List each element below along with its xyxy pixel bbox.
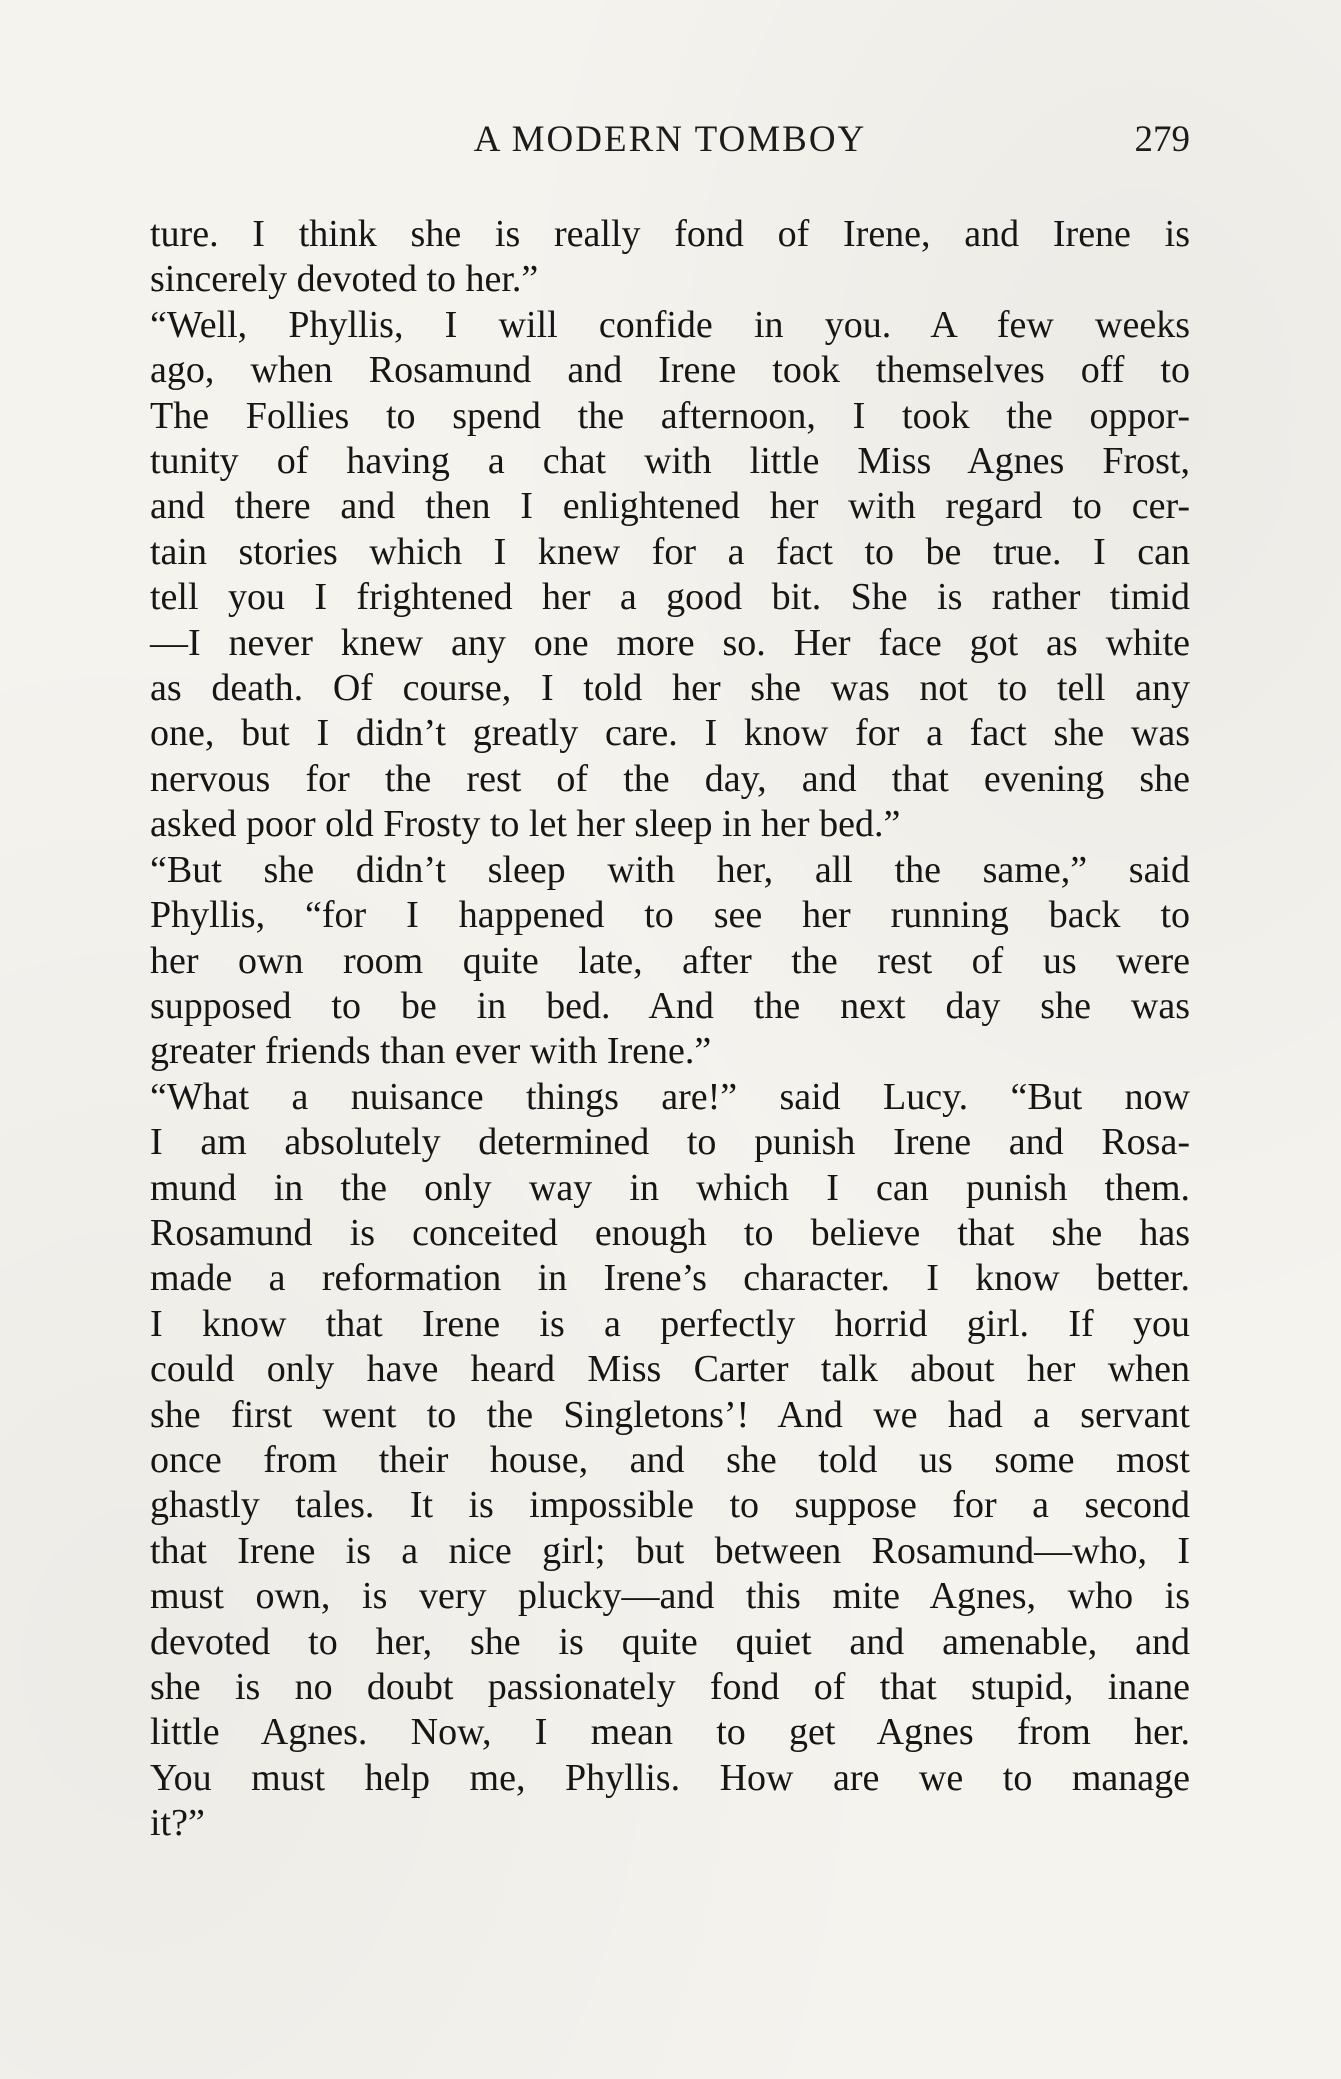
text-line: tell you I frightened her a good bit. She is rather timid xyxy=(150,576,1190,619)
text-line: Phyllis, “for I happened to see her running back to xyxy=(150,894,1190,937)
text-line: that Irene is a nice girl; but between Rosamund—who, I xyxy=(150,1529,1190,1572)
text-line: asked poor old Frosty to let her sleep in her bed.” xyxy=(150,803,901,846)
text-line: ago, when Rosamund and Irene took themselves off to xyxy=(150,349,1190,392)
text-line: mund in the only way in which I can punish them. xyxy=(150,1166,1190,1209)
text-line: made a reformation in Irene’s character. I know better. xyxy=(150,1257,1190,1300)
text-line: The Follies to spend the afternoon, I took the oppor- xyxy=(150,394,1190,437)
text-line: sincerely devoted to her.” xyxy=(150,258,539,301)
text-line: I know that Irene is a perfectly horrid girl. If you xyxy=(150,1302,1190,1345)
text-line: tain stories which I knew for a fact to be true. I can xyxy=(150,530,1190,573)
body-text xyxy=(150,212,1190,1847)
text-line: could only have heard Miss Carter talk about her when xyxy=(150,1348,1190,1391)
text-line: “Well, Phyllis, I will confide in you. A few weeks xyxy=(150,303,1190,346)
text-line: she is no doubt passionately fond of that stupid, inane xyxy=(150,1666,1190,1708)
text-line: once from their house, and she told us some most xyxy=(150,1438,1190,1481)
text-line: supposed to be in bed. And the next day she was xyxy=(150,984,1190,1027)
running-head: A MODERN TOMBOY xyxy=(473,119,867,160)
text-line: nervous for the rest of the day, and that evening she xyxy=(150,757,1190,800)
text-line: ghastly tales. It is impossible to suppose for a second xyxy=(150,1484,1190,1527)
text-line: devoted to her, she is quite quiet and amenable, and xyxy=(150,1620,1190,1663)
text-line: —I never knew any one more so. Her face got as white xyxy=(150,621,1190,664)
text-line: “But she didn’t sleep with her, all the same,” said xyxy=(150,848,1190,891)
text-line: it?” xyxy=(150,1802,205,1845)
page-header xyxy=(150,118,1190,164)
text-line: ture. I think she is really fond of Irene, and Irene is xyxy=(150,213,1190,255)
text-line: and there and then I enlightened her with regard to cer- xyxy=(150,485,1190,528)
text-line: Rosamund is conceited enough to believe that she has xyxy=(150,1211,1190,1254)
page-number: 279 xyxy=(1134,119,1190,160)
text-line: must own, is very plucky—and this mite Agnes, who is xyxy=(150,1575,1190,1618)
text-line: her own room quite late, after the rest of us were xyxy=(150,939,1190,982)
text-line: “What a nuisance things are!” said Lucy. “But now xyxy=(150,1075,1190,1118)
text-line: little Agnes. Now, I mean to get Agnes from her. xyxy=(150,1711,1190,1754)
text-line: as death. Of course, I told her she was not to tell any xyxy=(150,667,1190,710)
text-line: greater friends than ever with Irene.” xyxy=(150,1030,712,1073)
text-line: You must help me, Phyllis. How are we to manage xyxy=(150,1756,1190,1799)
text-line: tunity of having a chat with little Miss Agnes Frost, xyxy=(150,440,1190,483)
text-line: I am absolutely determined to punish Irene and Rosa- xyxy=(150,1121,1190,1164)
text-line: she first went to the Singletons’! And we had a servant xyxy=(150,1393,1190,1436)
text-line: one, but I didn’t greatly care. I know for a fact she was xyxy=(150,712,1190,755)
